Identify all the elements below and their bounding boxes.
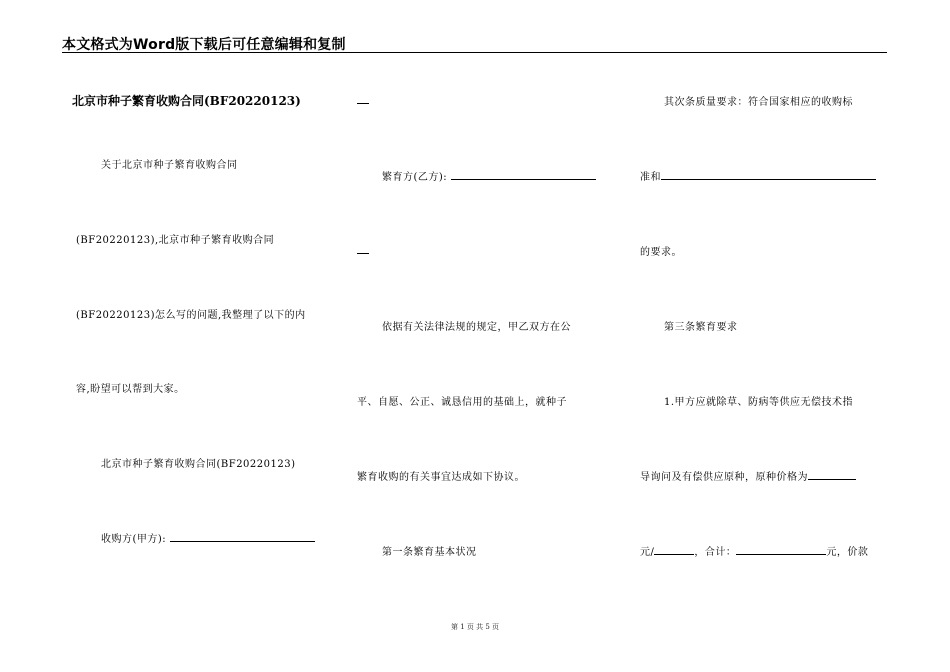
standard-prefix: 准和 [640,172,661,183]
col1-subtitle: 北京市种子繁育收购合同(BF20220123) [101,459,296,470]
document-title: 北京市种子繁育收购合同(BF20220123) [72,94,301,108]
page-footer: 第 1 页 共 5 页 [450,623,500,631]
article-3-heading: 第三条繁育要求 [664,322,738,333]
buyer-label: 收购方(甲方): [101,534,167,545]
unit-blank [654,544,694,555]
breeder-line [382,168,596,183]
article-1-heading: 第一条繁育基本状况 [382,547,477,558]
buyer-line [101,530,315,545]
col1-paragraph-3: (BF20220123)怎么写的问题,我整理了以下的内 [76,310,306,321]
col1-paragraph-1: 关于北京市种子繁育收购合同 [101,160,238,171]
col2-paragraph-1: 依据有关法律法规的规定，甲乙双方在公 [382,322,571,333]
unit-label: 元/ [640,547,655,558]
col2-dash-2 [357,253,369,254]
col3-paragraph-1: 其次条质量要求：符合国家相应的收购标 [664,97,853,108]
col3-paragraph-3: 的要求。 [640,247,682,258]
header-rule [62,52,887,53]
breeder-label: 繁育方(乙方): [382,172,448,183]
standard-blank [661,169,876,180]
col1-paragraph-2: (BF20220123),北京市种子繁育收购合同 [76,235,275,246]
col2-paragraph-3: 繁育收购的有关事宜达成如下协议。 [357,472,525,483]
col2-dash-1 [357,103,369,104]
total-blank [736,544,826,555]
download-banner: 本文格式为Word版下载后可任意编辑和复制 [62,37,346,53]
col2-paragraph-2: 平、自愿、公正、诚恳信用的基础上，就种子 [357,397,567,408]
col3-total-line [640,543,868,558]
breeder-blank [451,169,596,180]
col3-standard-line [640,168,876,183]
col3-price-line [640,468,856,483]
col1-paragraph-4: 容,盼望可以帮到大家。 [76,384,185,395]
col3-paragraph-4: 1.甲方应就除草、防病等供应无偿技术指 [664,397,854,408]
buyer-blank [170,531,315,542]
price-prefix: 导询问及有偿供应原种，原种价格为 [640,472,808,483]
amount-suffix: 元，价款 [826,547,869,558]
price-blank [808,469,856,480]
total-label: ，合计： [694,547,737,558]
